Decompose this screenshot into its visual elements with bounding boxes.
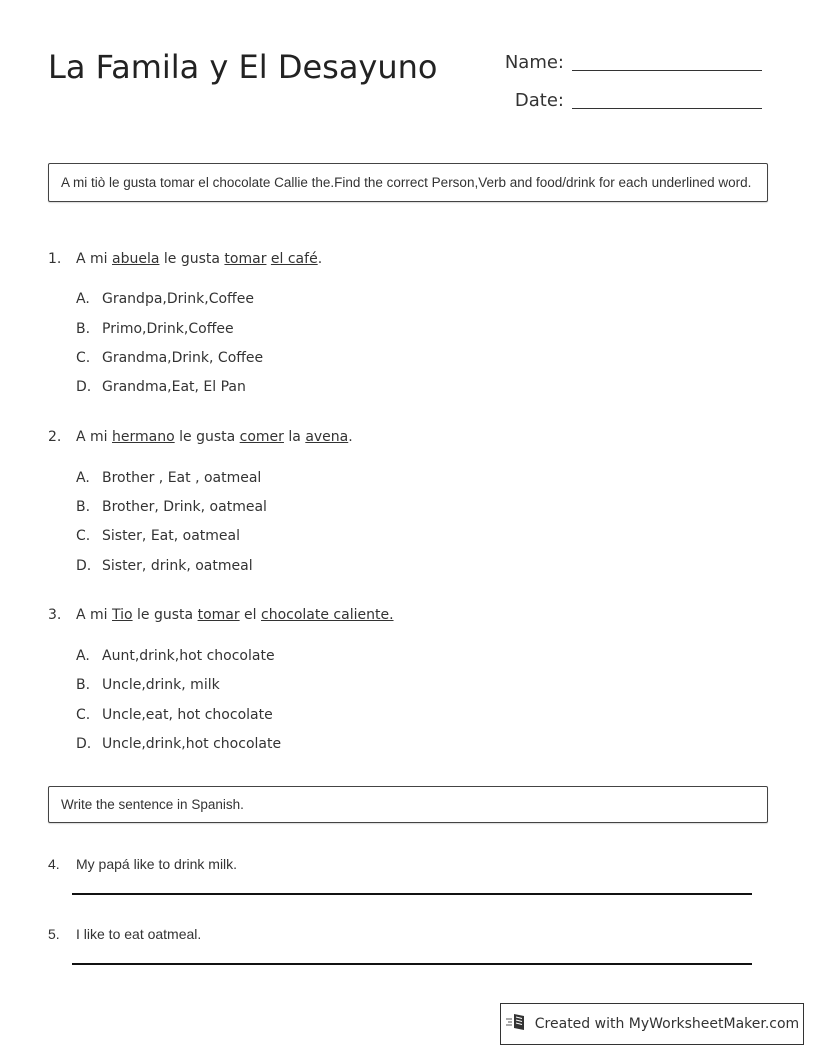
option-text: Brother, Drink, oatmeal (102, 499, 267, 515)
question-text-part: le gusta (159, 251, 225, 267)
option-text: Grandma,Drink, Coffee (102, 350, 264, 366)
option-3d (76, 736, 281, 752)
option-2c (76, 528, 240, 544)
answer-line-4[interactable] (72, 893, 752, 895)
option-text: Uncle,eat, hot chocolate (102, 707, 273, 723)
instructions-text: Write the sentence in Spanish. (61, 797, 244, 812)
underlined-word: tomar (197, 607, 240, 623)
question-3 (48, 607, 394, 623)
option-letter: C. (76, 707, 91, 723)
option-letter: D. (76, 379, 92, 395)
option-text: Brother , Eat , oatmeal (102, 470, 262, 486)
question-text: My papá like to drink milk. (76, 856, 238, 872)
date-label: Date: (514, 90, 564, 111)
question-text-part: le gusta (132, 607, 198, 623)
option-1d (76, 379, 246, 395)
option-text: Sister, Eat, oatmeal (102, 528, 240, 544)
question-text-part: A mi (76, 251, 113, 267)
option-1a (76, 291, 254, 307)
question-number: 1. (48, 251, 62, 267)
underlined-word: Tio (112, 607, 133, 623)
question-2 (48, 429, 353, 445)
question-number: 4. (48, 856, 60, 872)
option-letter: C. (76, 528, 91, 544)
option-text: Aunt,drink,hot chocolate (102, 648, 275, 664)
option-letter: B. (76, 321, 91, 337)
underlined-word: abuela (112, 251, 160, 267)
date-blank-line (572, 107, 762, 109)
option-1b (76, 321, 234, 337)
question-number: 5. (48, 926, 60, 942)
option-text: Grandpa,Drink,Coffee (102, 291, 254, 307)
question-text-part: la (283, 429, 306, 445)
option-1c (76, 350, 263, 366)
option-letter: B. (76, 499, 91, 515)
option-3b (76, 677, 220, 693)
created-with-badge[interactable] (500, 1003, 804, 1045)
name-label: Name: (504, 52, 564, 73)
option-text: Uncle,drink,hot chocolate (102, 736, 282, 752)
footer-text: Created with MyWorksheetMaker.com (534, 1016, 800, 1032)
option-letter: A. (76, 470, 90, 486)
option-letter: D. (76, 736, 92, 752)
option-2d (76, 558, 253, 574)
option-text: Sister, drink, oatmeal (102, 558, 253, 574)
instructions-box-1 (48, 163, 768, 202)
question-text-part: A mi (76, 429, 113, 445)
answer-line-5[interactable] (72, 963, 752, 965)
underlined-word: comer (239, 429, 284, 445)
option-2b (76, 499, 267, 515)
question-5 (48, 926, 201, 942)
option-text: Grandma,Eat, El Pan (102, 379, 246, 395)
option-letter: C. (76, 350, 91, 366)
question-text-part: . (317, 251, 323, 267)
underlined-word: hermano (112, 429, 175, 445)
option-letter: B. (76, 677, 91, 693)
question-text-part: A mi (76, 607, 113, 623)
worksheet-title: La Famila y El Desayuno (48, 48, 438, 86)
option-letter: A. (76, 291, 90, 307)
underlined-word: el café (270, 251, 318, 267)
question-1 (48, 251, 322, 267)
underlined-word: avena (305, 429, 349, 445)
option-text: Primo,Drink,Coffee (102, 321, 234, 337)
name-field (494, 52, 762, 73)
option-letter: D. (76, 558, 92, 574)
question-text: I like to eat oatmeal. (76, 926, 202, 942)
instructions-box-2 (48, 786, 768, 823)
underlined-word: chocolate caliente. (261, 607, 394, 623)
question-4 (48, 856, 237, 872)
option-3c (76, 707, 273, 723)
date-field (494, 90, 762, 111)
option-3a (76, 648, 275, 664)
instructions-text: A mi tiò le gusta tomar el chocolate Callie the.Find the correct Person,Verb and food/drink for each underlined word. (61, 175, 752, 190)
question-text-part: . (348, 429, 353, 445)
option-text: Uncle,drink, milk (102, 677, 220, 693)
option-letter: A. (76, 648, 90, 664)
question-text-part: le gusta (174, 429, 240, 445)
question-number: 3. (48, 607, 62, 623)
question-number: 2. (48, 429, 62, 445)
worksheet-maker-logo-icon (505, 1012, 535, 1036)
underlined-word: tomar (224, 251, 267, 267)
question-text-part: el (239, 607, 262, 623)
name-blank-line (572, 69, 762, 71)
option-2a (76, 470, 261, 486)
